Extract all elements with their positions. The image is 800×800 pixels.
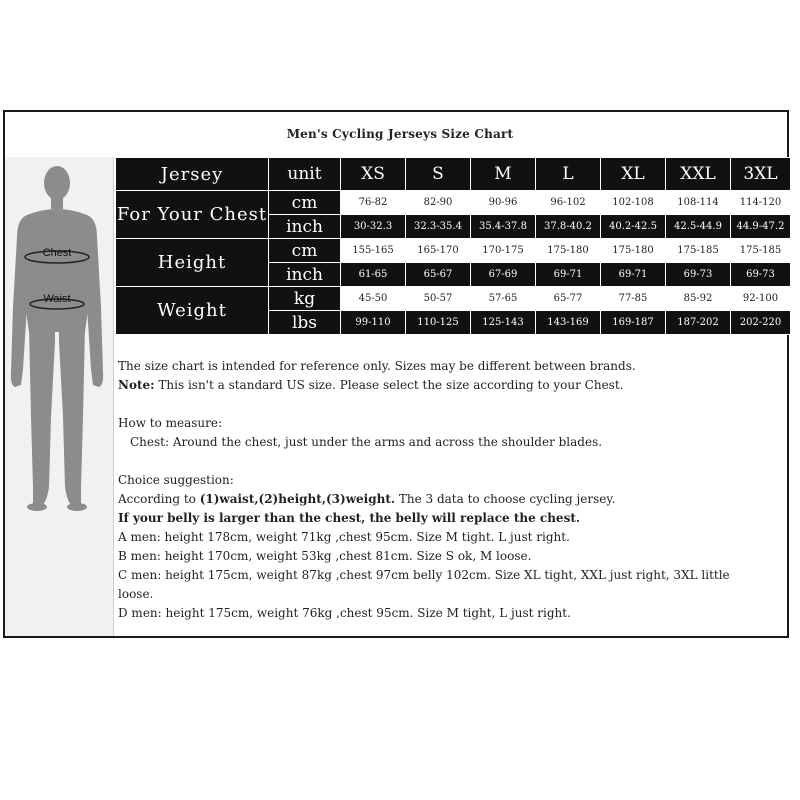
- belly-rule: If your belly is larger than the chest, the belly will replace the chest.: [118, 511, 581, 525]
- size-value-cell: 32.3-35.4: [406, 215, 471, 239]
- row-label-2: Weight: [116, 287, 269, 335]
- row-unit: kg: [269, 287, 341, 311]
- how-to-measure-heading: How to measure:: [118, 416, 223, 430]
- size-value-cell: 170-175: [471, 239, 536, 263]
- size-value-cell: 30-32.3: [341, 215, 406, 239]
- size-value-cell: 69-71: [601, 263, 666, 287]
- header-unit-label: unit: [269, 158, 341, 191]
- size-value-cell: 114-120: [731, 191, 791, 215]
- choice-suggestion-heading: Choice suggestion:: [118, 473, 234, 487]
- size-value-cell: 37.8-40.2: [536, 215, 601, 239]
- size-value-cell: 175-185: [731, 239, 791, 263]
- size-value-cell: 65-77: [536, 287, 601, 311]
- example-line: D men: height 175cm, weight 76kg ,chest 95cm. Size M tight, L just right.: [118, 606, 571, 620]
- size-value-cell: 110-125: [406, 311, 471, 335]
- example-line: A men: height 178cm, weight 71kg ,chest 95cm. Size M tight. L just right.: [118, 530, 570, 544]
- disclaimer-text: The size chart is intended for reference only. Sizes may be different between brands.: [118, 359, 636, 373]
- size-value-cell: 40.2-42.5: [601, 215, 666, 239]
- choice-suffix: The 3 data to choose cycling jersey.: [395, 492, 616, 506]
- size-value-cell: 96-102: [536, 191, 601, 215]
- size-value-cell: 99-110: [341, 311, 406, 335]
- size-value-cell: 82-90: [406, 191, 471, 215]
- size-table-row: [116, 287, 791, 311]
- size-value-cell: 155-165: [341, 239, 406, 263]
- row-unit: inch: [269, 263, 341, 287]
- size-value-cell: 50-57: [406, 287, 471, 311]
- header-size-xxl: XXL: [666, 158, 731, 191]
- header-size-l: L: [536, 158, 601, 191]
- size-value-cell: 85-92: [666, 287, 731, 311]
- example-line: B men: height 170cm, weight 53kg ,chest 81cm. Size S ok, M loose.: [118, 549, 532, 563]
- row-label-1: Height: [116, 239, 269, 287]
- size-value-cell: 143-169: [536, 311, 601, 335]
- choice-priority: (1)waist,(2)height,(3)weight.: [199, 492, 396, 506]
- size-value-cell: 76-82: [341, 191, 406, 215]
- header-size-s: S: [406, 158, 471, 191]
- size-value-cell: 175-180: [601, 239, 666, 263]
- chest-label: Chest: [42, 247, 72, 259]
- header-size-xl: XL: [601, 158, 666, 191]
- size-value-cell: 57-65: [471, 287, 536, 311]
- example-line: C men: height 175cm, weight 87kg ,chest 97cm belly 102cm. Size XL tight, XXL just right, 3XL little: [118, 568, 730, 582]
- size-value-cell: 102-108: [601, 191, 666, 215]
- size-value-cell: 187-202: [666, 311, 731, 335]
- size-value-cell: 61-65: [341, 263, 406, 287]
- size-value-cell: 69-71: [536, 263, 601, 287]
- size-value-cell: 175-180: [536, 239, 601, 263]
- row-unit: cm: [269, 239, 341, 263]
- size-value-cell: 169-187: [601, 311, 666, 335]
- row-unit: inch: [269, 215, 341, 239]
- choice-prefix: According to: [118, 492, 200, 506]
- size-table-header-row: [116, 158, 791, 191]
- note-line: [118, 376, 786, 395]
- size-value-cell: 45-50: [341, 287, 406, 311]
- example-line: loose.: [118, 587, 154, 601]
- size-table-row: [116, 191, 791, 215]
- size-table: [115, 157, 791, 335]
- size-value-cell: 65-67: [406, 263, 471, 287]
- size-value-cell: 175-185: [666, 239, 731, 263]
- size-value-cell: 42.5-44.9: [666, 215, 731, 239]
- header-size-xs: XS: [341, 158, 406, 191]
- size-value-cell: 35.4-37.8: [471, 215, 536, 239]
- size-table-row: [116, 239, 791, 263]
- size-value-cell: 125-143: [471, 311, 536, 335]
- how-to-measure-text: Chest: Around the chest, just under the arms and across the shoulder blades.: [130, 435, 603, 449]
- waist-label: Waist: [43, 293, 71, 305]
- header-size-3xl: 3XL: [731, 158, 791, 191]
- notes-section: [118, 357, 786, 623]
- header-jersey-label: Jersey: [116, 158, 269, 191]
- header-size-m: M: [471, 158, 536, 191]
- size-value-cell: 92-100: [731, 287, 791, 311]
- size-value-cell: 44.9-47.2: [731, 215, 791, 239]
- size-value-cell: 202-220: [731, 311, 791, 335]
- body-figure-panel: [5, 157, 113, 636]
- row-unit: cm: [269, 191, 341, 215]
- note-text: This isn't a standard US size. Please select the size according to your Chest.: [154, 378, 624, 392]
- size-value-cell: 90-96: [471, 191, 536, 215]
- note-label: Note:: [118, 378, 155, 392]
- size-value-cell: 67-69: [471, 263, 536, 287]
- size-value-cell: 69-73: [666, 263, 731, 287]
- size-value-cell: 165-170: [406, 239, 471, 263]
- row-label-0: For Your Chest: [116, 191, 269, 239]
- choice-line: [118, 490, 786, 509]
- row-unit: lbs: [269, 311, 341, 335]
- size-value-cell: 108-114: [666, 191, 731, 215]
- size-value-cell: 77-85: [601, 287, 666, 311]
- size-value-cell: 69-73: [731, 263, 791, 287]
- human-body-figure: [5, 157, 113, 636]
- page-title: Men's Cycling Jerseys Size Chart: [286, 127, 514, 141]
- column-divider: [113, 157, 114, 636]
